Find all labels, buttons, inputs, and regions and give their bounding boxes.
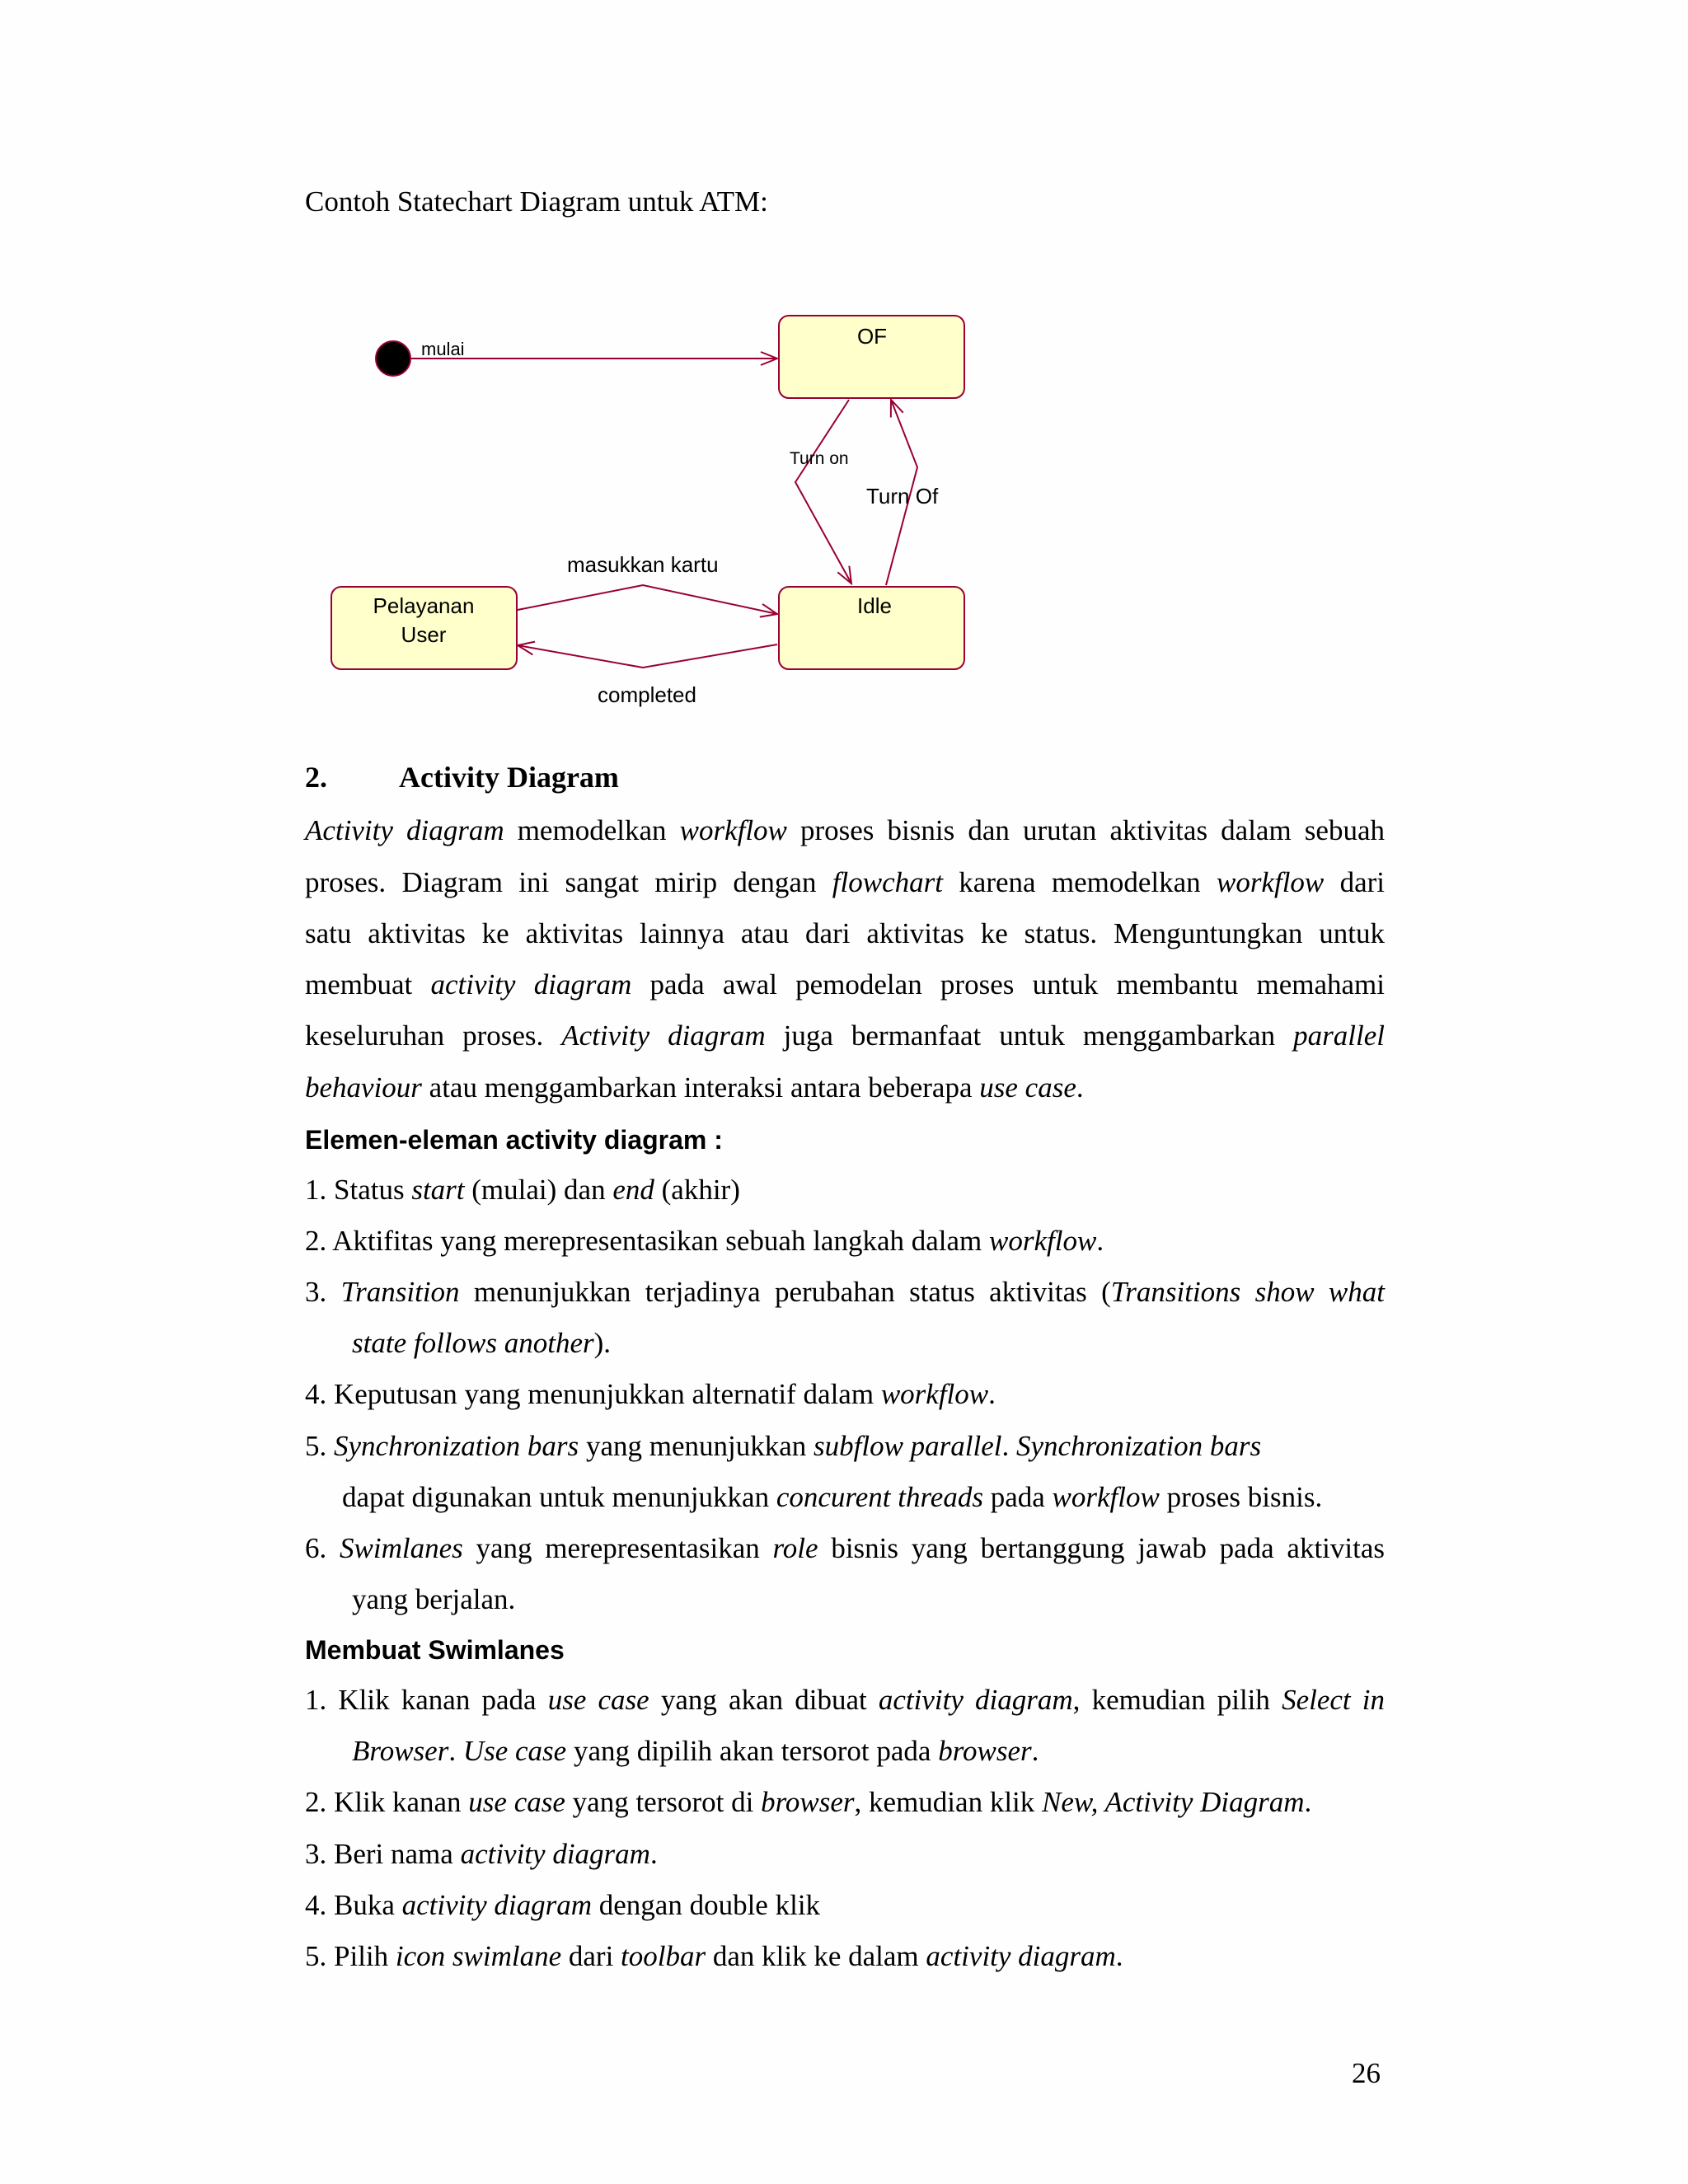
element-item-3-cont: state follows another). [352, 1327, 612, 1359]
label-turn-of: Turn Of [866, 484, 939, 509]
transition-masukkan-kartu [518, 585, 777, 614]
transition-turn-on [795, 400, 851, 583]
element-item-4: 4. Keputusan yang menunjukkan alternatif dalam workflow. [305, 1378, 996, 1410]
para-line-5: keseluruhan proses. Activity diagram juga bermanfaat untuk menggambarkan parallel [305, 1019, 1385, 1052]
intro-text: Contoh Statechart Diagram untuk ATM: [305, 185, 768, 218]
swimlane-step-4: 4. Buka activity diagram dengan double klik [305, 1889, 821, 1921]
element-item-1: 1. Status start (mulai) dan end (akhir) [305, 1174, 740, 1206]
section-number: 2. [305, 761, 327, 794]
para-line-4: membuat activity diagram pada awal pemodelan proses untuk membantu memahami [305, 968, 1385, 1001]
state-pelayanan-user [331, 587, 517, 669]
para-line-2: proses. Diagram ini sangat mirip dengan flowchart karena memodelkan workflow dari [305, 866, 1385, 898]
state-pelayanan-label-1: Pelayanan [373, 593, 475, 618]
para-line-3: satu aktivitas ke aktivitas lainnya atau dari aktivitas ke status. Menguntungkan untuk [305, 917, 1385, 949]
swimlane-step-5: 5. Pilih icon swimlane dari toolbar dan klik ke dalam activity diagram. [305, 1940, 1123, 1972]
element-item-2: 2. Aktifitas yang merepresentasikan sebuah langkah dalam workflow. [305, 1225, 1104, 1257]
label-turn-on: Turn on [790, 449, 849, 468]
label-masukkan-kartu: masukkan kartu [567, 552, 719, 577]
swimlane-step-1: 1. Klik kanan pada use case yang akan dibuat activity diagram, kemudian pilih Select in [305, 1684, 1385, 1716]
swimlanes-heading: Membuat Swimlanes [305, 1635, 565, 1665]
state-pelayanan-label-2: User [401, 622, 447, 647]
section-title: Activity Diagram [399, 761, 619, 794]
transition-completed [518, 644, 777, 668]
label-mulai: mulai [421, 339, 465, 359]
element-item-5-cont: dapat digunakan untuk menunjukkan concurent threads pada workflow proses bisnis. [342, 1481, 1323, 1513]
page-number: 26 [1352, 2057, 1381, 2089]
swimlane-step-2: 2. Klik kanan use case yang tersorot di browser, kemudian klik New, Activity Diagram. [305, 1786, 1312, 1818]
element-item-5: 5. Synchronization bars yang menunjukkan subflow parallel. Synchronization bars [305, 1430, 1262, 1462]
state-of [779, 316, 964, 398]
label-completed: completed [598, 682, 696, 707]
swimlane-step-3: 3. Beri nama activity diagram. [305, 1838, 658, 1870]
atm-statechart-diagram [305, 297, 1014, 725]
element-item-6-cont: yang berjalan. [352, 1583, 516, 1615]
state-idle-label: Idle [857, 593, 892, 618]
element-item-3: 3. Transition menunjukkan terjadinya perubahan status aktivitas (Transitions show what [305, 1276, 1386, 1308]
para-line-1: Activity diagram memodelkan workflow proses bisnis dan urutan aktivitas dalam sebuah [305, 814, 1385, 846]
state-idle [779, 587, 964, 669]
state-of-label: OF [856, 324, 888, 349]
start-node [376, 341, 410, 376]
para-line-6: behaviour atau menggambarkan interaksi antara beberapa use case. [305, 1071, 1084, 1104]
element-item-6: 6. Swimlanes yang merepresentasikan role bisnis yang bertanggung jawab pada aktivitas [305, 1532, 1386, 1564]
swimlane-step-1-cont: Browser. Use case yang dipilih akan tersorot pada browser. [352, 1735, 1039, 1767]
elements-heading: Elemen-eleman activity diagram : [305, 1125, 723, 1155]
